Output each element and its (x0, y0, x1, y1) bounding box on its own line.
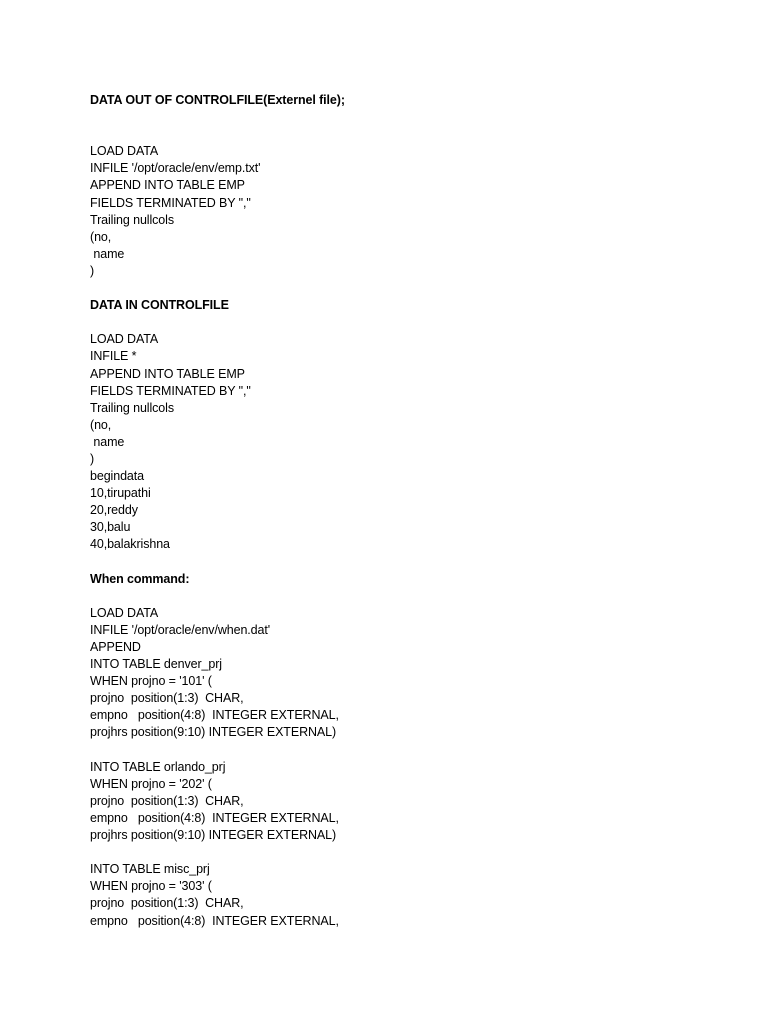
text-line: WHEN projno = '101' ( (90, 674, 212, 689)
text-line: projno position(1:3) CHAR, (90, 691, 244, 706)
section-heading: DATA OUT OF CONTROLFILE(Externel file); (90, 93, 345, 107)
document-page (90, 92, 730, 930)
text-line: FIELDS TERMINATED BY "," (90, 383, 251, 398)
blank-line (90, 844, 730, 861)
text-line: FIELDS TERMINATED BY "," (90, 195, 251, 210)
text-line: LOAD DATA (90, 332, 159, 347)
text-line: APPEND INTO TABLE EMP (90, 366, 245, 381)
text-line: projno position(1:3) CHAR, (90, 896, 244, 911)
blank-line (90, 742, 730, 759)
text-line: INFILE * (90, 349, 137, 364)
text-line: projhrs position(9:10) INTEGER EXTERNAL) (90, 725, 337, 740)
text-line: WHEN projno = '303' ( (90, 879, 212, 894)
text-line: projno position(1:3) CHAR, (90, 793, 244, 808)
text-line: LOAD DATA (90, 144, 159, 159)
text-line: empno position(4:8) INTEGER EXTERNAL, (90, 810, 339, 825)
text-line: ) (90, 451, 95, 466)
text-line: begindata (90, 469, 145, 484)
text-line: LOAD DATA (90, 605, 159, 620)
text-line: name (90, 246, 125, 261)
text-line: Trailing nullcols (90, 400, 174, 415)
text-line: INTO TABLE orlando_prj (90, 759, 226, 774)
text-line: empno position(4:8) INTEGER EXTERNAL, (90, 913, 339, 928)
section-heading: DATA IN CONTROLFILE (90, 298, 229, 313)
blank-line (90, 588, 730, 605)
text-line: APPEND (90, 640, 141, 654)
section-heading: When command: (90, 571, 190, 586)
blank-line (90, 314, 730, 331)
text-line: projhrs position(9:10) INTEGER EXTERNAL) (90, 828, 337, 843)
text-line: 30,balu (90, 520, 131, 535)
text-line: INFILE '/opt/oracle/env/emp.txt' (90, 161, 261, 176)
text-line: APPEND INTO TABLE EMP (90, 178, 245, 193)
text-line: (no, (90, 229, 112, 244)
blank-line (90, 554, 730, 571)
text-line: WHEN projno = '202' ( (90, 776, 212, 791)
text-line: name (90, 434, 125, 449)
text-line: empno position(4:8) INTEGER EXTERNAL, (90, 708, 339, 723)
text-line: INTO TABLE denver_prj (90, 657, 222, 672)
text-line: INFILE '/opt/oracle/env/when.dat' (90, 622, 271, 637)
text-line: 10,tirupathi (90, 486, 151, 501)
text-line: 20,reddy (90, 503, 138, 518)
blank-line (90, 126, 730, 143)
blank-line (90, 109, 730, 126)
blank-line (90, 280, 730, 297)
text-line: ) (90, 263, 95, 278)
text-line: (no, (90, 417, 112, 432)
text-line: Trailing nullcols (90, 212, 174, 227)
text-line: INTO TABLE misc_prj (90, 862, 210, 877)
text-line: 40,balakrishna (90, 537, 170, 552)
